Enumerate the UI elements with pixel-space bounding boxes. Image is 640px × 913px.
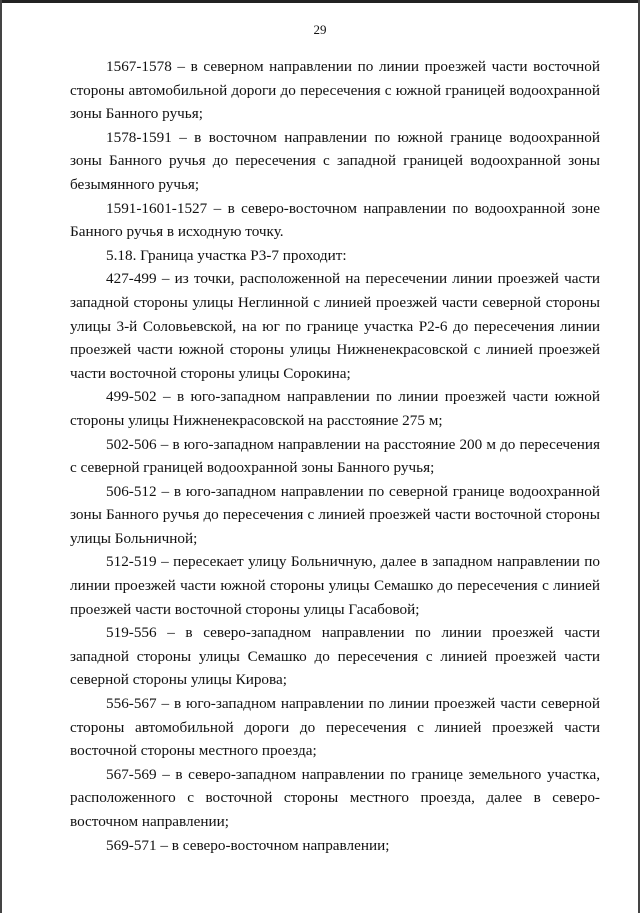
paragraph: 506-512 – в юго-западном направлении по северной границе водоохранной зоны Банного ручья до пересечения с линией проезжей части восточной стороны улицы Больничной; — [70, 482, 600, 547]
document-body — [70, 55, 600, 857]
paragraph: 499-502 – в юго-западном направлении по линии проезжей части южной стороны улицы Нижненекрасовской на расстояние 275 м; — [70, 388, 600, 429]
paragraph: 1578-1591 – в восточном направлении по южной границе водоохранной зоны Банного ручья до пересечения с западной границей водоохранной зоны безымянного ручья; — [70, 128, 600, 193]
paragraph: 519-556 – в северо-западном направлении по линии проезжей части западной стороны улицы Семашко до пересечения с линией проезжей части северной стороны улицы Кирова; — [70, 624, 600, 689]
paragraph: 502-506 – в юго-западном направлении на расстояние 200 м до пересечения с северной границей водоохранной зоны Банного ручья; — [70, 435, 600, 477]
paragraph: 556-567 – в юго-западном направлении по линии проезжей части северной стороны автомобильной дороги до пересечения с линией проезжей части восточной стороны местного проезда; — [70, 695, 600, 760]
scan-edge-top — [0, 0, 640, 3]
paragraph: 512-519 – пересекает улицу Больничную, далее в западном направлении по линии проезжей части южной стороны улицы Семашко до пересечения с линией проезжей части восточной стороны улицы Гасабовой; — [70, 553, 600, 618]
paragraph: 1591-1601-1527 – в северо-восточном направлении по водоохранной зоне Банного ручья в исходную точку. — [70, 199, 600, 241]
page-number: 29 — [313, 22, 327, 37]
paragraph: 1567-1578 – в северном направлении по линии проезжей части восточной стороны автомобильной дороги до пересечения с южной границей водоохранной зоны Банного ручья; — [70, 58, 600, 123]
section-heading: 5.18. Граница участка Р3-7 проходит: — [106, 246, 347, 264]
scan-edge-left — [0, 0, 2, 913]
paragraph: 567-569 – в северо-западном направлении по границе земельного участка, расположенного с восточной стороны местного проезда, далее в северо-восточном направлении; — [70, 765, 600, 830]
paragraph: 427-499 – из точки, расположенной на пересечении линии проезжей части западной стороны улицы Неглинной с линией проезжей части северной стороны улицы 3-й Соловьевской, на юг по границе участка Р2-6 до пересечения линии проезжей части южной стороны улицы Нижненекрасовской с линией проезжей части восточной стороны улицы Сорокина; — [70, 270, 600, 382]
paragraph: 569-571 – в северо-восточном направлении; — [106, 836, 390, 854]
